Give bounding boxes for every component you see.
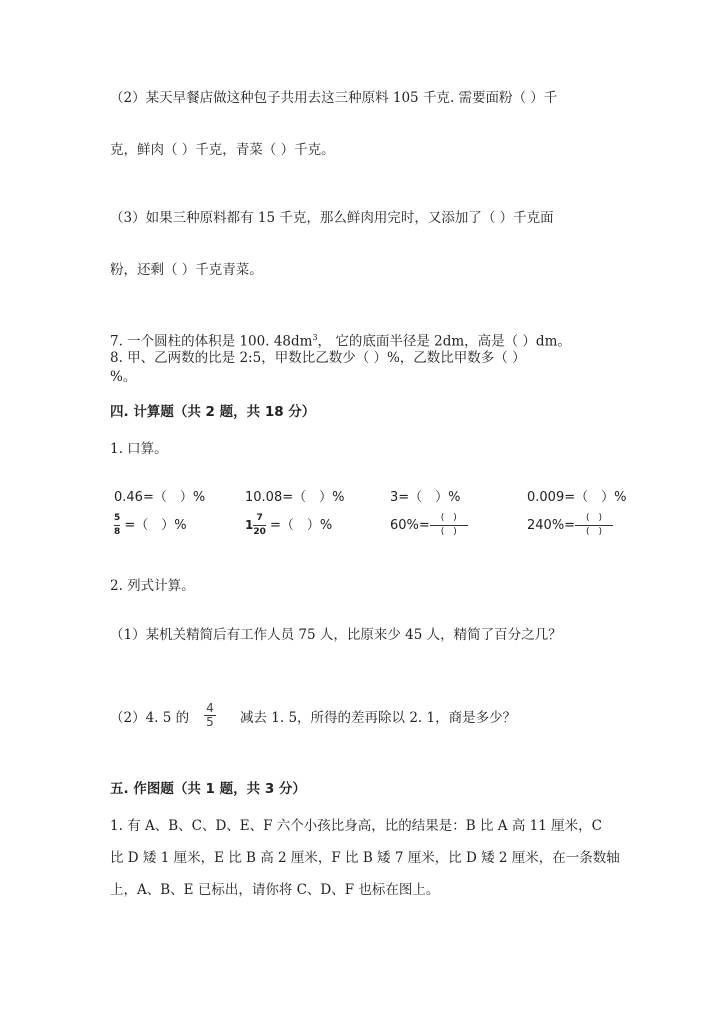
fraction-four-fifths: $\frac{4}{5}$ bbox=[204, 703, 216, 728]
calc-item-5: $\frac{5}{8}$ =（ ）% bbox=[114, 513, 187, 537]
q6-part3-line1: （3）如果三种原料都有 15 千克，那么鲜肉用完时，又添加了（ ）千克面 bbox=[110, 210, 554, 226]
column-calc-q1: （1）某机关精简后有工作人员 75 人，比原来少 45 人，精简了百分之几？ bbox=[110, 627, 562, 643]
section-4-heading: 四. 计算题（共 2 题，共 18 分） bbox=[110, 404, 316, 420]
calc-item-3: 3=（ ）% bbox=[390, 490, 461, 505]
q8-line1: 8. 甲、乙两数的比是 2:5，甲数比乙数少（ ）%，乙数比甲数多（ ） bbox=[110, 350, 526, 366]
section-5-heading: 五. 作图题（共 1 题，共 3 分） bbox=[110, 781, 306, 797]
fraction-blank: $\frac{( )}{( )}$ bbox=[575, 513, 613, 538]
calc-item-1: 0.46=（ ）% bbox=[114, 490, 206, 505]
calc-item-2: 10.08=（ ）% bbox=[245, 490, 345, 505]
drawing-q1-line2: 比 D 矮 1 厘米，E 比 B 高 2 厘米，F 比 B 矮 7 厘米，比 D 矮 2 厘米，在一条数轴 bbox=[110, 850, 620, 866]
calc-item-4: 0.009=（ ）% bbox=[527, 490, 627, 505]
q6-part3-line2: 粉，还剩（ ）千克青菜。 bbox=[110, 262, 263, 278]
q6-part2-line2: 克，鲜肉（ ）千克，青菜（ ）千克。 bbox=[110, 142, 335, 158]
fraction-blank: $\frac{( )}{( )}$ bbox=[430, 513, 468, 538]
calc-item-7: 60%= $\frac{( )}{( )}$ bbox=[390, 513, 468, 538]
calc-item-6: 1 $\frac{7}{20}$ =（ ）% bbox=[245, 513, 333, 537]
column-calc-title: 2. 列式计算。 bbox=[110, 578, 195, 594]
column-calc-q2-b: 减去 1. 5，所得的差再除以 2. 1，商是多少？ bbox=[240, 710, 517, 726]
q6-part2-line1: （2）某天早餐店做这种包子共用去这三种原料 105 千克. 需要面粉（ ）千 bbox=[110, 90, 558, 106]
drawing-q1-line1: 1. 有 A、B、C、D、E、F 六个小孩比身高，比的结果是：B 比 A 高 11 厘米，C bbox=[110, 818, 602, 834]
fraction-five-eighths: $\frac{5}{8}$ bbox=[114, 513, 121, 537]
column-calc-q2-a: （2）4. 5 的 bbox=[110, 710, 190, 726]
fraction-seven-twentieths: $\frac{7}{20}$ bbox=[253, 513, 266, 537]
calc-item-8: 240%= $\frac{( )}{( )}$ bbox=[527, 513, 613, 538]
drawing-q1-line3: 上，A、B、E 已标出，请你将 C、D、F 也标在图上。 bbox=[110, 882, 440, 898]
oral-calc-title: 1. 口算。 bbox=[110, 441, 168, 457]
q8-line2: %。 bbox=[110, 369, 137, 385]
q7-line: 7. 一个圆柱的体积是 100. $48dm^3$， 它的底面半径是 2dm，高是（ ）dm。 bbox=[110, 333, 571, 350]
